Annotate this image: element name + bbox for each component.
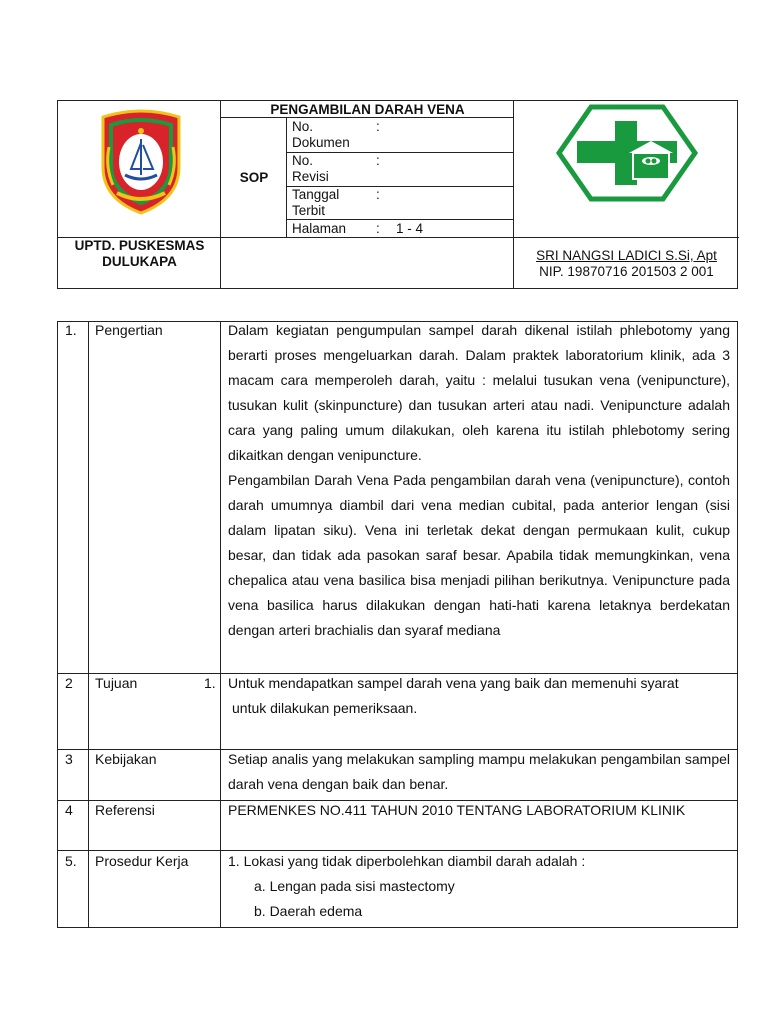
organization-name xyxy=(58,238,221,270)
section-number: 3 xyxy=(65,751,73,767)
meta-label: Revisi xyxy=(292,169,329,184)
org-line: UPTD. PUSKESMAS xyxy=(74,238,205,253)
regional-emblem-logo xyxy=(95,107,187,215)
meta-colon: : xyxy=(376,119,380,134)
meta-label: No. xyxy=(292,153,314,168)
sop-label: SOP xyxy=(239,170,269,185)
procedure-subitem: a. Lengan pada sisi mastectomy xyxy=(254,878,455,894)
section-label: Tujuan xyxy=(95,675,138,691)
meta-row-no-revisi xyxy=(292,153,380,185)
meta-label: Dokumen xyxy=(292,135,350,150)
sop-content-table xyxy=(57,321,738,928)
meta-colon: : xyxy=(376,187,380,202)
paragraph: Pengambilan Darah Vena Pada pengambilan darah vena (venipuncture), contoh darah umumnya diambil dari vena median cubital, pada anterior lengan (sisi dalam lipatan siku). Vena ini terletak dekat dengan permukaan kulit, cukup besar, dan tidak ada pasokan saraf besar. Apabila tidak memungkinkan, vena chepalica atau vena basilica bisa menjadi pilihan berikutnya. Venipuncture pada vena basilica harus dilakukan dengan hati-hati karena letaknya berdekatan dengan arteri brachialis dan syaraf mediana xyxy=(228,472,730,638)
section-text-referensi: PERMENKES NO.411 TAHUN 2010 TENTANG LABORATORIUM KLINIK xyxy=(228,802,686,818)
section-number: 5. xyxy=(65,853,77,869)
meta-label: Tanggal xyxy=(292,187,340,202)
document-title: PENGAMBILAN DARAH VENA xyxy=(270,102,465,117)
signatory-nip: NIP. 19870716 201503 2 001 xyxy=(539,264,714,279)
puskesmas-logo xyxy=(555,103,699,203)
section-label: Kebijakan xyxy=(95,751,157,767)
divider xyxy=(88,322,89,927)
meta-row-halaman xyxy=(292,221,424,237)
section-number: 1. xyxy=(65,322,77,338)
divider xyxy=(58,673,737,674)
procedure-subitem: b. Daerah edema xyxy=(254,903,363,919)
meta-row-no-dokumen xyxy=(292,119,380,151)
meta-colon: : xyxy=(376,221,380,236)
section-label: Pengertian xyxy=(95,322,163,338)
page-range-value: 1 - 4 xyxy=(396,221,424,236)
paragraph: Dalam kegiatan pengumpulan sampel darah dikenal istilah phlebotomy yang berarti proses mengeluarkan darah. Dalam praktek laboratorium klinik, ada 3 macam cara memperoleh darah, yaitu : melalui tusukan vena (venipuncture), tusukan kulit (skinpuncture) dan tusukan arteri atau nadi. Venipuncture adalah cara yang paling umum dilakukan, oleh karena itu istilah phlebotomy sering dikaitkan dengan venipuncture. xyxy=(228,322,730,463)
procedure-item: 1. Lokasi yang tidak diperbolehkan diambil darah adalah : xyxy=(228,853,586,869)
section-label: Prosedur Kerja xyxy=(95,853,189,869)
divider xyxy=(286,219,514,220)
meta-label: Terbit xyxy=(292,203,326,218)
section-label: Referensi xyxy=(95,802,155,818)
section-number: 2 xyxy=(65,675,73,691)
sop-header-table xyxy=(57,100,738,289)
section-text-tujuan: untuk dilakukan pemeriksaan. xyxy=(232,700,418,716)
list-marker: 1. xyxy=(204,675,216,691)
section-text-tujuan: Untuk mendapatkan sampel darah vena yang baik dan memenuhi syarat xyxy=(228,675,679,691)
meta-label: No. xyxy=(292,119,314,134)
section-text-pengertian xyxy=(228,318,730,643)
signatory-name: SRI NANGSI LADICI S.Si, Apt xyxy=(536,248,717,263)
meta-colon: : xyxy=(376,153,380,168)
section-number: 4 xyxy=(65,802,73,818)
meta-row-tanggal-terbit xyxy=(292,187,380,219)
section-text-kebijakan: Setiap analis yang melakukan sampling mampu melakukan pengambilan sampel darah vena dengan baik dan benar. xyxy=(228,751,730,792)
org-line: DULUKAPA xyxy=(102,254,177,269)
divider xyxy=(220,322,221,927)
signatory-block xyxy=(514,248,739,280)
divider xyxy=(58,850,737,851)
meta-label: Halaman xyxy=(292,221,347,236)
